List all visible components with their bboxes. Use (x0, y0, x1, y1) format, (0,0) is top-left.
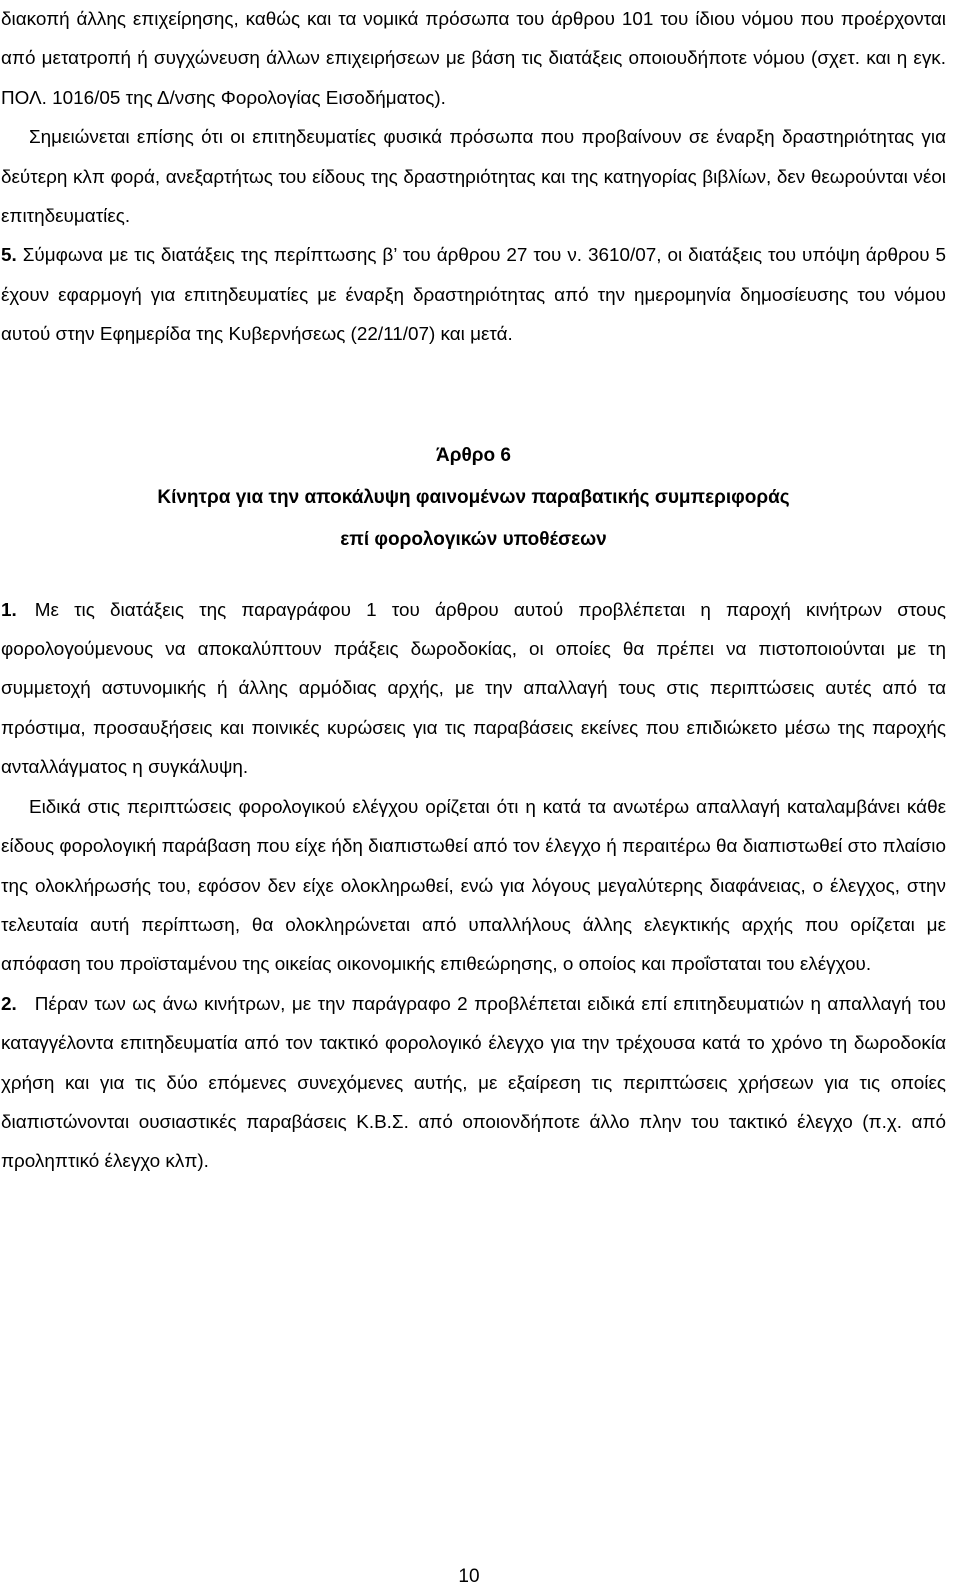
article-title-line-1: Κίνητρα για την αποκάλυψη φαινομένων παραβατικής συμπεριφοράς (157, 486, 790, 508)
paragraph-5 (1, 236, 946, 354)
article-title-line-2: επί φορολογικών υποθέσεων (340, 528, 607, 550)
paragraph-special-audit: Ειδικά στις περιπτώσεις φορολογικού ελέγχου ορίζεται ότι η κατά τα ανωτέρω απαλλαγή καταλαμβάνει κάθε είδους φορολογική παράβαση που είχε ήδη διαπιστωθεί από τον έλεγχο ή περαιτέρω θα διαπιστωθεί στο πλαίσιο της ολοκλήρωσής του, εφόσον δεν είχε ολοκληρωθεί, ενώ για λόγους μεγαλύτερης διαφάνειας, ο έλεγχος, στην τελευταία αυτή περίπτωση, θα ολοκληρώνεται από υπαλλήλους άλλης ελεγκτικής αρχής που ορίζεται με απόφαση του προϊσταμένου της οικείας οικονομικής επιθεώρησης, ο οποίος και προΐσταται του ελέγχου. (1, 796, 946, 976)
paragraph-2-number: 2. (1, 993, 17, 1015)
heading-spacer (1, 561, 946, 591)
paragraph-intro-continuation: διακοπή άλλης επιχείρησης, καθώς και τα νομικά πρόσωπα του άρθρου 101 του ίδιου νόμου που προέρχονται από μετατροπή ή συγχώνευση άλλων επιχειρήσεων με βάση τις διατάξεις οποιουδήποτε νόμου (σχετ. και η εγκ. ΠΟΛ. 1016/05 της Δ/νσης Φορολογίας Εισοδήματος). (1, 9, 946, 109)
paragraph-2 (1, 985, 946, 1182)
section-spacer (1, 355, 946, 435)
article-number-heading: Άρθρο 6 (436, 444, 511, 466)
paragraph-2-text: Πέραν των ως άνω κινήτρων, με την παράγραφο 2 προβλέπεται ειδικά επί επιτηδευματιών η απαλλαγή του καταγγέλοντα επιτηδευματία από τον τακτικό φορολογικό έλεγχο για την τρέχουσα κατά το χρόνο τη δωροδοκία χρήση και για τις δύο επόμενες συνεχόμενες αυτής, με εξαίρεση τις περιπτώσεις χρήσεων για τις οποίες διαπιστώνονται ουσιαστικές παραβάσεις Κ.Β.Σ. από οποιονδήποτε άλλο πλην του τακτικό έλεγχο (π.χ. από προληπτικό έλεγχο κλπ). (1, 993, 946, 1173)
page-number: 10 (458, 1566, 480, 1587)
paragraph-1 (1, 591, 946, 788)
paragraph-1-text: Με τις διατάξεις της παραγράφου 1 του άρθρου αυτού προβλέπεται η παροχή κινήτρων στους φορολογούμενους να αποκαλύπτουν πράξεις δωροδοκίας, οι οποίες θα πρέπει να πιστοποιούνται με τη συμμετοχή αστυνομικής ή άλλης αρμόδιας αρχής, με την απαλλαγή τους στις περιπτώσεις αυτές από τα πρόστιμα, προσαυξήσεις και ποινικές κυρώσεις για τις παραβάσεις εκείνες που επιδιώκετο μέσω της παροχής ανταλλάγματος η συγκάλυψη. (1, 599, 946, 779)
paragraph-1-number: 1. (1, 599, 17, 621)
paragraph-5-number: 5. (1, 245, 17, 267)
paragraph-5-text: Σύμφωνα με τις διατάξεις της περίπτωσης β’ του άρθρου 27 του ν. 3610/07, οι διατάξεις του υπόψη άρθρου 5 έχουν εφαρμογή για επιτηδευματίες με έναρξη δραστηριότητας από την ημερομηνία δημοσίευσης του νόμου αυτού στην Εφημερίδα της Κυβερνήσεως (22/11/07) και μετά. (1, 245, 946, 346)
paragraph-new-professionals-note: Σημειώνεται επίσης ότι οι επιτηδευματίες φυσικά πρόσωπα που προβαίνουν σε έναρξη δραστηριότητας για δεύτερη κλπ φορά, ανεξαρτήτως του είδους της δραστηριότητας και της κατηγορίας βιβλίων, δεν θεωρούνται νέοι επιτηδευματίες. (1, 127, 946, 228)
